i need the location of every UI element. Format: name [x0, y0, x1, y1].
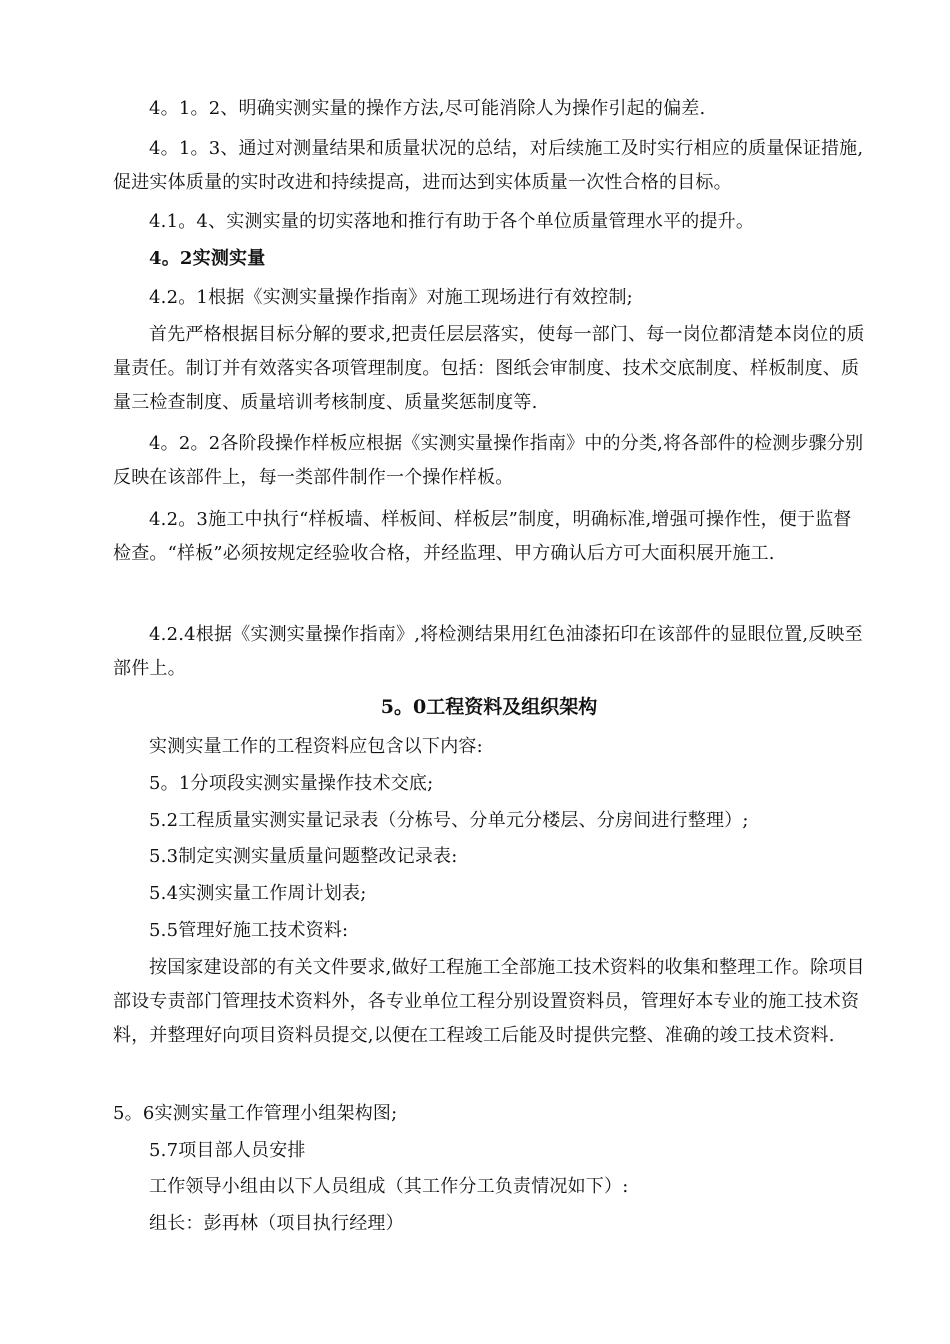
paragraph-technical-records: 按国家建设部的有关文件要求,做好工程施工全部施工技术资料的收集和整理工作。除项目部设专责部门管理技术资料外，各专业单位工程分别设置资料员，管理好本专业的施工技术资料，并整理好向项目资料员提交,以便在工程竣工后能及时提供完整、准确的竣工技术资料. [113, 957, 865, 1046]
paragraph-leadership-group: 工作领导小组由以下人员组成（其工作分工负责情况如下）: [149, 1176, 629, 1197]
paragraph-4-2-3: 4.2。3施工中执行“样板墙、样板间、样板层”制度，明确标准,增强可操作性，便于监督检查。“样板”必须按规定经验收合格，并经监理、甲方确认后方可大面积展开施工. [113, 509, 852, 564]
list-item-5-3: 5.3制定实测实量质量问题整改记录表: [149, 846, 458, 867]
paragraph-group-leader: 组长：彭再林（项目执行经理） [149, 1213, 404, 1234]
paragraph-4-2-2: 4。2。2各阶段操作样板应根据《实测实量操作指南》中的分类,将各部件的检测步骤分别反映在该部件上，每一类部件制作一个操作样板。 [113, 433, 864, 488]
list-item-5-6: 5。6实测实量工作管理小组架构图; [113, 1103, 398, 1124]
list-item-5-7: 5.7项目部人员安排 [149, 1140, 306, 1161]
paragraph-4-1-4: 4.1。4、实测实量的切实落地和推行有助于各个单位质量管理水平的提升。 [149, 211, 755, 232]
paragraph-4-1-2: 4。1。2、明确实测实量的操作方法,尽可能消除人为操作引起的偏差. [149, 98, 706, 119]
paragraph-4-1-3: 4。1。3、通过对测量结果和质量状况的总结，对后续施工及时实行相应的质量保证措施,促进实体质量的实时改进和持续提高，进而达到实体质量一次性合格的目标。 [113, 138, 864, 193]
list-item-5-1: 5。1分项段实测实量操作技术交底; [149, 773, 434, 794]
paragraph-4-2-4: 4.2.4根据《实测实量操作指南》,将检测结果用红色油漆拓印在该部件的显眼位置,反映至部件上。 [113, 624, 863, 679]
paragraph-responsibility: 首先严格根据目标分解的要求,把责任层层落实，使每一部门、每一岗位都清楚本岗位的质量责任。制订并有效落实各项管理制度。包括：图纸会审制度、技术交底制度、样板制度、质量三检查制度、质量培训考核制度、质量奖惩制度等. [113, 324, 865, 413]
list-item-5-5: 5.5管理好施工技术资料: [149, 920, 349, 941]
list-item-5-4: 5.4实测实量工作周计划表; [149, 883, 367, 904]
section-heading-4-2: 4。2实测实量 [149, 248, 266, 269]
list-item-5-2: 5.2工程质量实测实量记录表（分栋号、分单元分楼层、分房间进行整理）; [149, 810, 749, 831]
section-heading-5-0: 5。0工程资料及组织架构 [380, 696, 598, 718]
paragraph-4-2-1: 4.2。1根据《实测实量操作指南》对施工现场进行有效控制; [149, 287, 633, 308]
paragraph-materials-intro: 实测实量工作的工程资料应包含以下内容: [149, 736, 483, 757]
